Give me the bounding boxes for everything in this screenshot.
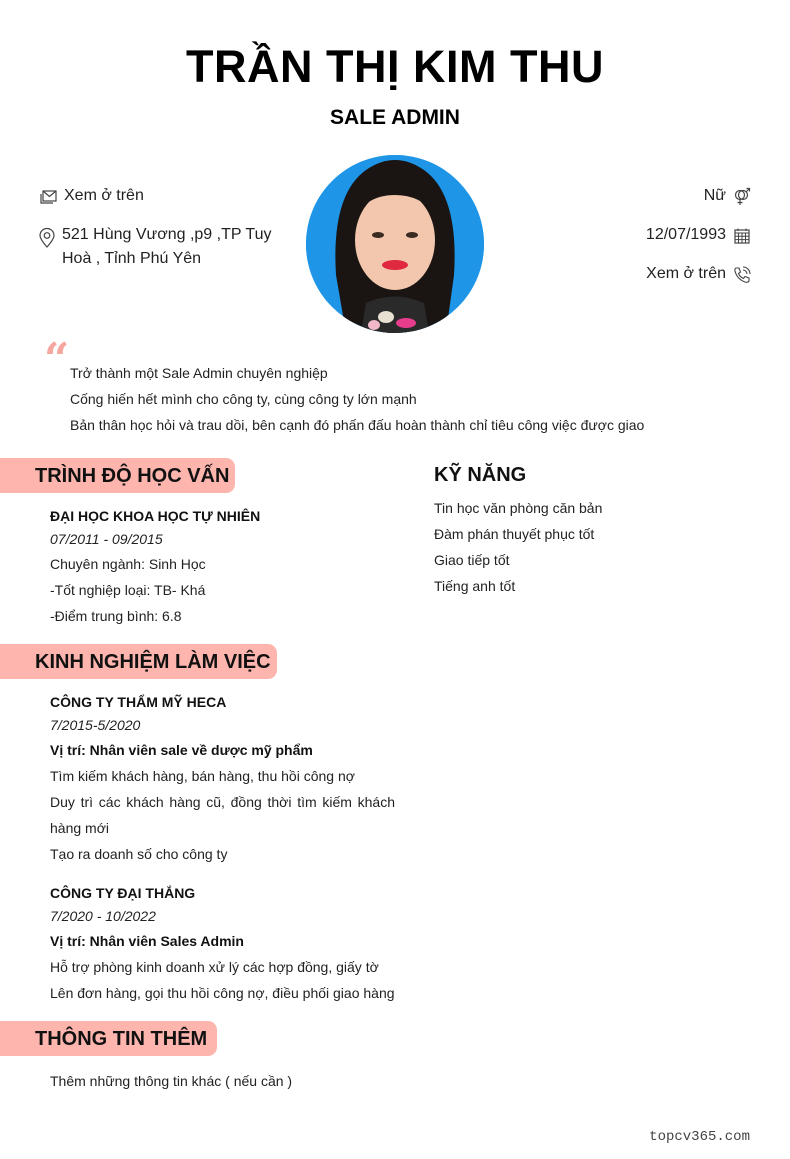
contact-birthday	[646, 223, 752, 247]
contact-gender	[704, 184, 752, 208]
section-heading-education: TRÌNH ĐỘ HỌC VẤN	[0, 458, 235, 493]
avatar-photo	[306, 155, 484, 333]
birthday-value: 12/07/1993	[645, 226, 726, 243]
contact-phone	[646, 262, 752, 286]
section-heading-additional: THÔNG TIN THÊM	[0, 1021, 217, 1056]
job-duty: Hỗ trợ phòng kinh doanh xử lý các hợp đồng, giấy tờ	[50, 959, 379, 975]
gender-icon	[732, 187, 752, 207]
phone-value: Xem ở trên	[646, 265, 726, 282]
address-line-2: Hoà , Tỉnh Phú Yên	[62, 250, 202, 267]
contact-email	[38, 184, 144, 208]
contact-address	[38, 223, 278, 271]
calendar-icon	[732, 226, 752, 246]
section-heading-skills: KỸ NĂNG	[434, 464, 527, 486]
job-period: 7/2015-5/2020	[50, 717, 141, 733]
job-company: CÔNG TY THẨM MỸ HECA	[50, 694, 227, 710]
skill-item: Tin học văn phòng căn bản	[434, 500, 603, 516]
job-position: Vị trí: Nhân viên sale về dược mỹ phẩm	[50, 742, 313, 758]
section-heading-experience: KINH NGHIỆM LÀM VIỆC	[0, 644, 277, 679]
map-pin-icon	[38, 227, 56, 249]
education-detail: -Tốt nghiệp loại: TB- Khá	[50, 582, 206, 598]
education-school: ĐẠI HỌC KHOA HỌC TỰ NHIÊN	[50, 508, 261, 524]
education-period: 07/2011 - 09/2015	[50, 531, 163, 547]
candidate-name: TRẦN THỊ KIM THU	[186, 41, 604, 92]
job-position: Vị trí: Nhân viên Sales Admin	[50, 933, 244, 949]
skill-item: Đàm phán thuyết phục tốt	[434, 526, 595, 542]
gender-value: Nữ	[703, 187, 726, 204]
job-title: SALE ADMIN	[330, 106, 460, 129]
job-duty: Tìm kiếm khách hàng, bán hàng, thu hồi công nợ	[50, 768, 355, 784]
job-company: CÔNG TY ĐẠI THẮNG	[50, 885, 196, 901]
watermark: topcv365.com	[649, 1129, 750, 1145]
quote-icon: “	[44, 334, 70, 385]
job-period: 7/2020 - 10/2022	[50, 908, 156, 924]
objective-line-3: Bản thân học hỏi và trau dồi, bên cạnh đó phấn đấu hoàn thành chỉ tiêu công việc được giao	[70, 417, 645, 433]
job-duty: Tạo ra doanh số cho công ty	[50, 846, 228, 862]
job-duty: Duy trì các khách hàng cũ, đồng thời tìm kiếm khách hàng mới	[50, 794, 395, 836]
email-value: Xem ở trên	[64, 187, 144, 204]
education-detail: Chuyên ngành: Sinh Học	[50, 556, 206, 572]
avatar	[306, 155, 484, 333]
mail-icon	[38, 187, 58, 207]
additional-text: Thêm những thông tin khác ( nếu cần )	[50, 1073, 293, 1089]
skill-item: Giao tiếp tốt	[434, 552, 510, 568]
education-detail: -Điểm trung bình: 6.8	[50, 608, 182, 624]
phone-icon	[732, 265, 752, 285]
objective-line-1: Trở thành một Sale Admin chuyên nghiệp	[70, 365, 328, 381]
objective-line-2: Cống hiến hết mình cho công ty, cùng công ty lớn mạnh	[70, 391, 417, 407]
address-line-1: 521 Hùng Vương ,p9 ,TP Tuy	[62, 226, 272, 243]
skill-item: Tiếng anh tốt	[434, 578, 516, 594]
job-duty: Lên đơn hàng, gọi thu hồi công nợ, điều phối giao hàng	[50, 985, 395, 1001]
